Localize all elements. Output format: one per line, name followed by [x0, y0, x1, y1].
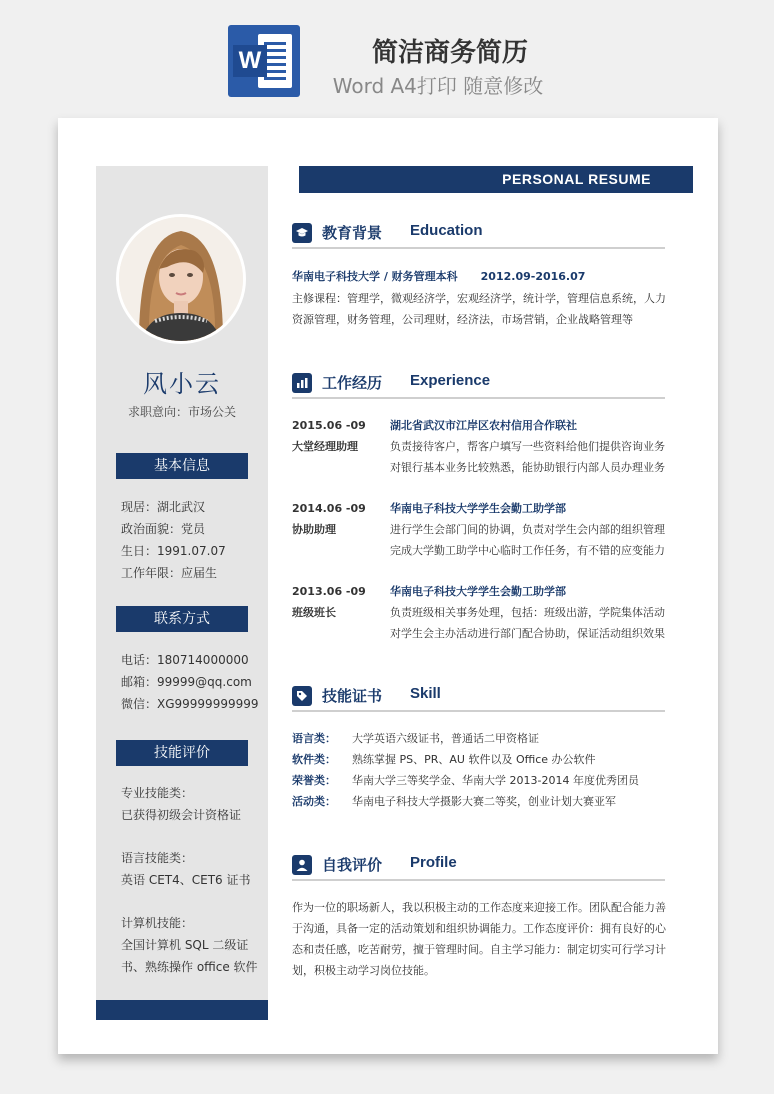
profile-line: 于沟通，具备一定的活动策划和组织协调能力。工作态度评价：拥有良好的心 [292, 922, 666, 935]
skill-eval-group [121, 782, 261, 826]
basic-info-list [121, 496, 261, 584]
section-divider [292, 397, 665, 399]
person-icon [292, 855, 312, 875]
skill-key: 软件类： [292, 753, 336, 766]
section-divider [292, 247, 665, 249]
courses-line: 资源管理，财务管理，公司理财，经济法，市场营销，企业战略管理等 [292, 313, 633, 326]
tag-icon [292, 686, 312, 706]
skill-row [292, 770, 682, 791]
skills-title-en: Skill [410, 685, 441, 702]
education-school: 华南电子科技大学 / 财务管理本科 2012.09-2016.07 [292, 270, 586, 283]
section-divider [292, 710, 665, 712]
avatar [116, 214, 246, 344]
skill-row [292, 728, 682, 749]
experience-role: 大堂经理助理 [292, 440, 358, 453]
contact-list [121, 649, 261, 715]
experience-org: 华南电子科技大学学生会勤工助学部 [390, 585, 566, 598]
skill-key: 语言类： [292, 732, 336, 745]
experience-role: 协助助理 [292, 523, 336, 536]
profile-text [292, 897, 682, 981]
experience-date: 2013.06 -09 [292, 585, 366, 598]
skill-eval-line: 英语 CET4、CET6 证书 [121, 873, 251, 887]
experience-date: 2014.06 -09 [292, 502, 366, 515]
email-item: 邮箱：99999@qq.com [121, 675, 252, 689]
experience-org: 湖北省武汉市江岸区农村信用合作联社 [390, 419, 577, 432]
skill-key: 荣誉类： [292, 774, 336, 787]
skill-row [292, 791, 682, 812]
skill-eval-heading: 技能评价 [116, 740, 248, 766]
experience-desc-line: 负责接待客户，帮客户填写一些资料给他们提供咨询业务 [390, 440, 665, 453]
experience-desc-line: 完成大学勤工助学中心临时工作任务，有不错的应变能力 [390, 544, 665, 557]
basic-info-item: 现居：湖北武汉 [121, 500, 206, 514]
template-subtitle: Word A4打印 随意修改 [332, 74, 544, 98]
wechat-item: 微信：XG99999999999 [121, 697, 259, 711]
sidebar-footer-bar [96, 1000, 268, 1020]
education-header [292, 219, 665, 247]
courses-line: 主修课程：管理学，微观经济学，宏观经济学，统计学，管理信息系统，人力 [292, 292, 666, 305]
basic-info-heading: 基本信息 [116, 453, 248, 479]
skill-eval-line: 已获得初级会计资格证 [121, 808, 242, 822]
experience-desc-line: 对学生会主办活动进行部门配合协助，保证活动组织效果 [390, 627, 665, 640]
profile-title-cn: 自我评价 [322, 856, 383, 874]
skill-value: 熟练掌握 PS、PR、AU 软件以及 Office 办公软件 [352, 753, 596, 766]
skill-key: 活动类： [292, 795, 336, 808]
profile-line: 划，积极主动学习岗位技能。 [292, 964, 435, 977]
basic-info-item: 生日：1991.07.07 [121, 544, 226, 558]
profile-header [292, 851, 665, 879]
experience-role: 班级班长 [292, 606, 336, 619]
skill-value: 华南大学三等奖学金、华南大学 2013-2014 年度优秀团员 [352, 774, 639, 787]
experience-date: 2015.06 -09 [292, 419, 366, 432]
resume-page [58, 118, 718, 1054]
skill-eval-line: 全国计算机 SQL 二级证 [121, 938, 249, 952]
resume-banner: PERSONAL RESUME [299, 166, 693, 193]
education-courses [292, 288, 672, 330]
skill-row [292, 749, 682, 770]
job-intent: 求职意向：市场公关 [127, 405, 236, 419]
profile-line: 作为一位的职场新人，我以积极主动的工作态度来迎接工作。团队配合能力善 [292, 901, 666, 914]
skills-list [292, 728, 682, 812]
experience-desc-line: 对银行基本业务比较熟悉，能协助银行内部人员办理业务 [390, 461, 665, 474]
experience-desc [390, 436, 680, 478]
skill-eval-group [121, 912, 261, 978]
experience-header [292, 369, 665, 397]
word-logo-icon [228, 25, 300, 97]
basic-info-item: 政治面貌：党员 [121, 522, 206, 536]
experience-desc-line: 负责班级相关事务处理，包括：班级出游，学院集体活动 [390, 606, 665, 619]
skill-value: 大学英语六级证书，普通话二甲资格证 [352, 732, 539, 745]
skill-value: 华南电子科技大学摄影大赛二等奖，创业计划大赛亚军 [352, 795, 616, 808]
experience-org: 华南电子科技大学学生会勤工助学部 [390, 502, 566, 515]
education-title-en: Education [410, 222, 483, 239]
skill-eval-line: 计算机技能： [121, 916, 194, 930]
word-letter: W [233, 45, 267, 77]
chart-icon [292, 373, 312, 393]
skill-eval-line: 书、熟练操作 office 软件 [121, 960, 258, 974]
experience-desc [390, 519, 680, 561]
profile-title-en: Profile [410, 854, 457, 871]
profile-line: 态和责任感，吃苦耐劳，擅于管理时间。自主学习能力：制定切实可行学习计 [292, 943, 666, 956]
section-divider [292, 879, 665, 881]
skill-eval-group [121, 847, 261, 891]
experience-desc [390, 602, 680, 644]
experience-title-en: Experience [410, 372, 491, 389]
phone-item: 电话：180714000000 [121, 653, 249, 667]
skills-header [292, 682, 665, 710]
skill-eval-line: 语言技能类： [121, 851, 194, 865]
graduation-cap-icon [292, 223, 312, 243]
education-title-cn: 教育背景 [322, 224, 383, 242]
top-banner [0, 0, 774, 110]
skill-eval-line: 专业技能类： [121, 786, 194, 800]
candidate-name: 风小云 [143, 370, 221, 398]
template-title: 简洁商务简历 [371, 38, 528, 68]
contact-heading: 联系方式 [116, 606, 248, 632]
basic-info-item: 工作年限：应届生 [121, 566, 218, 580]
skills-title-cn: 技能证书 [322, 687, 383, 705]
experience-desc-line: 进行学生会部门间的协调，负责对学生会内部的组织管理 [390, 523, 665, 536]
experience-title-cn: 工作经历 [322, 374, 383, 392]
